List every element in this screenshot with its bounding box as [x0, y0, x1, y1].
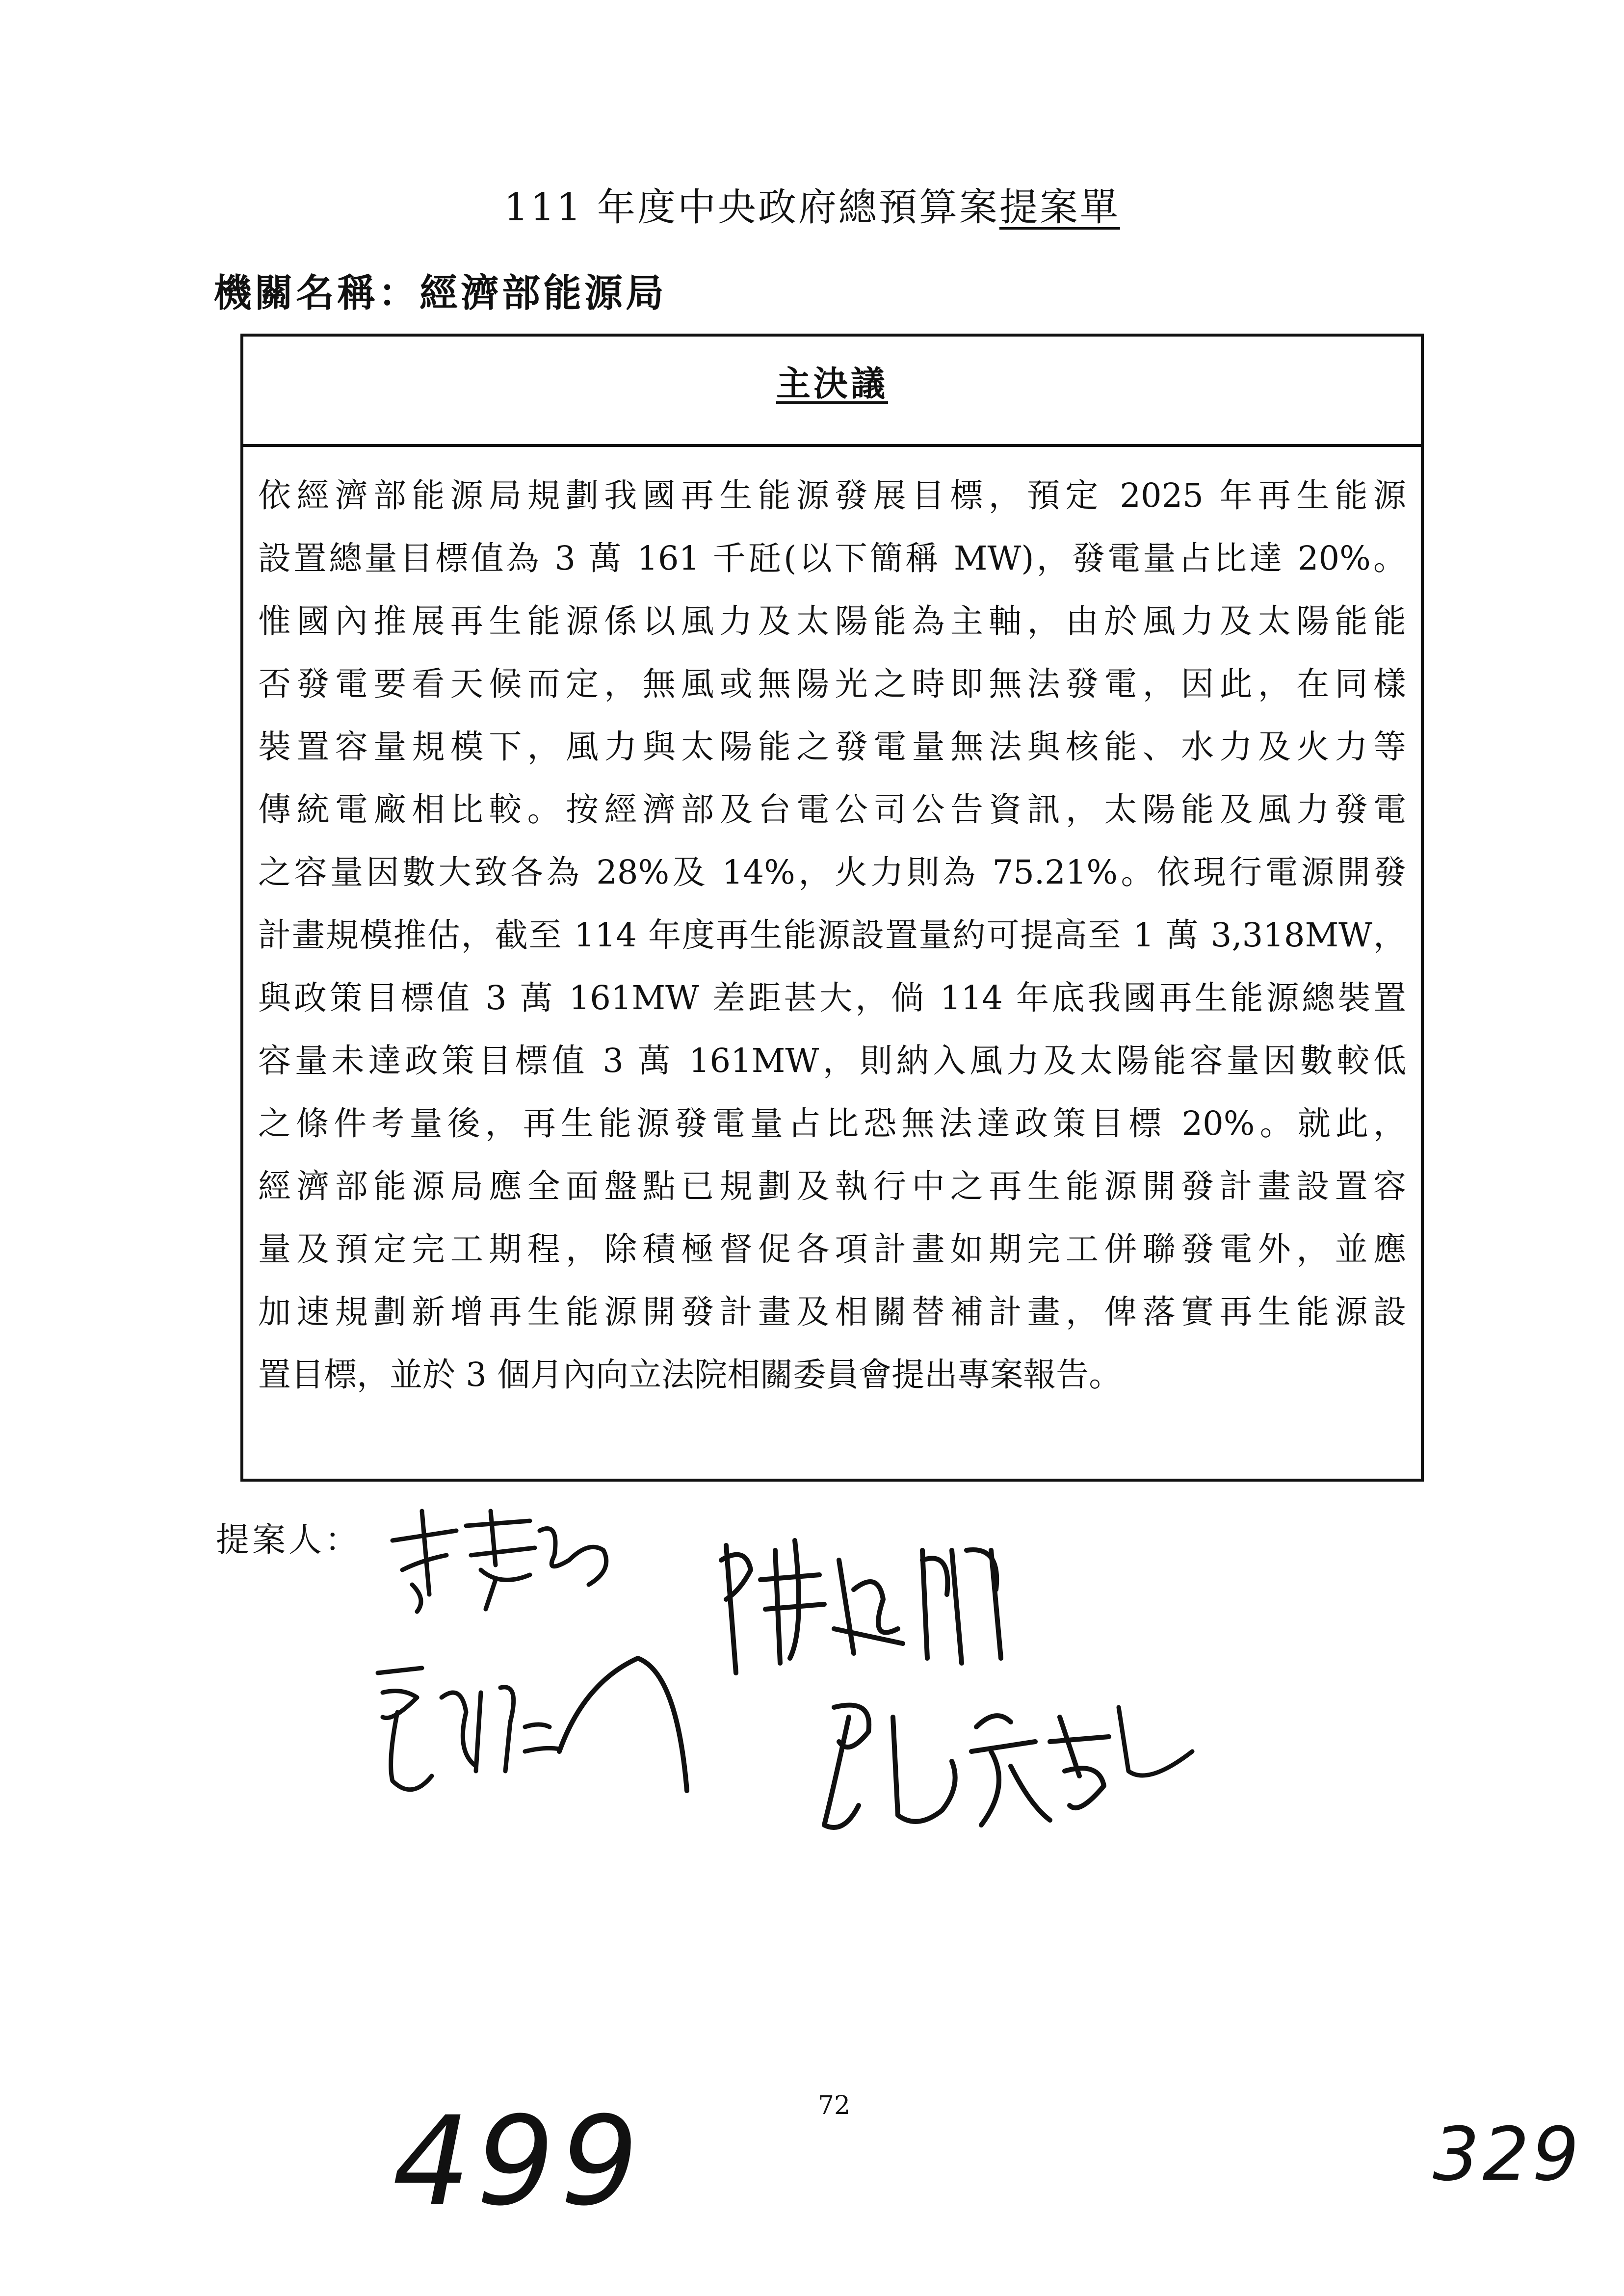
- agency-name: 機關名稱：經濟部能源局: [213, 271, 667, 315]
- resolution-table: [240, 334, 1424, 1482]
- signature-3: [363, 1653, 697, 1810]
- resolution-header-cell: [243, 337, 1421, 447]
- body-line: 否發電要看天候而定，無風或無陽光之時即無法發電，因此，在同樣: [258, 665, 1406, 703]
- body-line: 裝置容量規模下，風力與太陽能之發電量無法與核能、水力及火力等: [258, 728, 1406, 766]
- body-line: 置目標，並於 3 個月內向立法院相關委員會提出專案報告。: [258, 1356, 1122, 1394]
- handwritten-number-left: 499: [393, 2090, 645, 2233]
- page-number: 72: [817, 2091, 851, 2120]
- body-line: 容量未達政策目標值 3 萬 161MW，則納入風力及太陽能容量因數較低: [258, 1042, 1406, 1080]
- body-line: 之條件考量後，再生能源發電量占比恐無法達政策目標 20%。就此，: [258, 1104, 1406, 1143]
- document-title: [0, 177, 1624, 232]
- signature-1: [383, 1501, 618, 1619]
- body-line: 依經濟部能源局規劃我國再生能源發展目標，預定 2025 年再生能源: [258, 476, 1406, 515]
- body-line: 設置總量目標值為 3 萬 161 千瓩(以下簡稱 MW)，發電量占比達 20%。: [258, 539, 1406, 577]
- body-line: 傳統電廠相比較。按經濟部及台電公司公告資訊，太陽能及風力發電: [258, 790, 1406, 829]
- signature-2: [707, 1531, 1021, 1678]
- handwritten-number-right: 329: [1433, 2112, 1582, 2197]
- title-suffix: 提案單: [999, 185, 1120, 230]
- body-line: 經濟部能源局應全面盤點已規劃及執行中之再生能源開發計畫設置容: [258, 1167, 1406, 1205]
- body-line: 之容量因數大致各為 28%及 14%，火力則為 75.21%。依現行電源開發: [258, 853, 1406, 891]
- body-line: 惟國內推展再生能源係以風力及太陽能為主軸，由於風力及太陽能能: [258, 602, 1406, 640]
- body-line: 量及預定完工期程，除積極督促各項計畫如期完工併聯發電外，並應: [258, 1230, 1406, 1268]
- title-prefix: 111 年度中央政府總預算案: [504, 185, 999, 230]
- proposer-label: 提案人：: [216, 1521, 362, 1560]
- body-line: 加速規劃新增再生能源開發計畫及相關替補計畫，俾落實再生能源設: [258, 1293, 1406, 1331]
- signature-4: [805, 1688, 1207, 1850]
- resolution-body: [258, 464, 1406, 1469]
- body-line: 計畫規模推估，截至 114 年度再生能源設置量約可提高至 1 萬 3,318MW，: [258, 916, 1406, 954]
- body-line: 與政策目標值 3 萬 161MW 差距甚大，倘 114 年底我國再生能源總裝置: [258, 979, 1406, 1017]
- section-header: 主決議: [776, 364, 888, 404]
